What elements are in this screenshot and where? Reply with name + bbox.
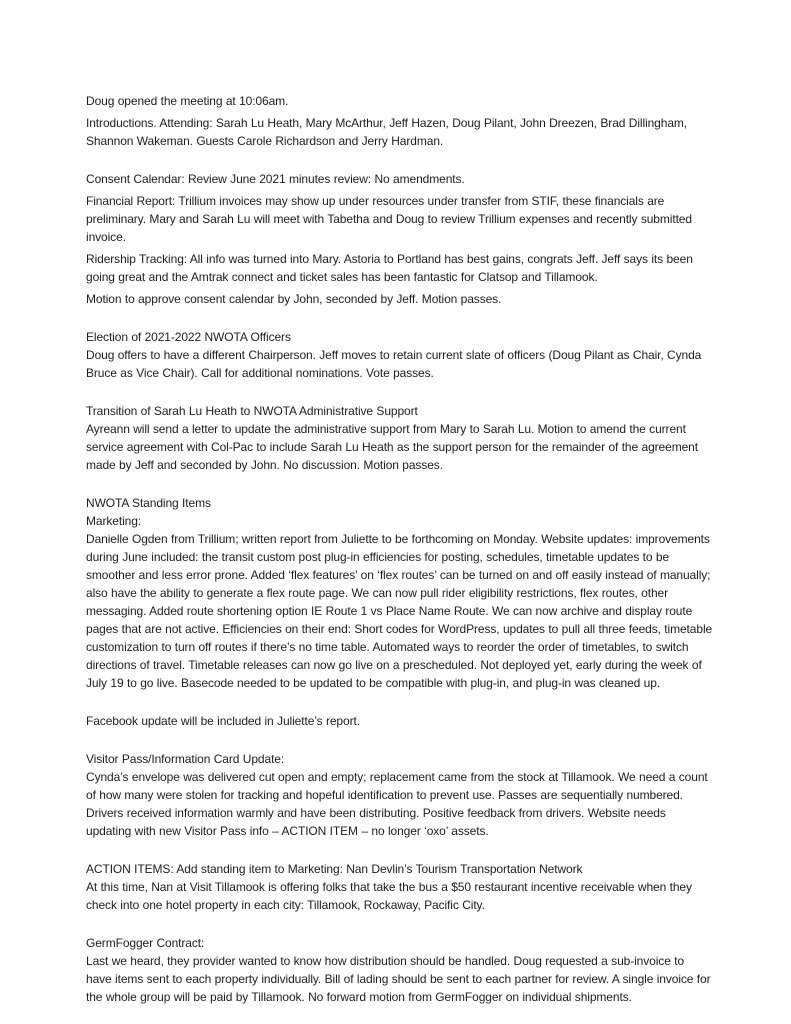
paragraph-introductions: Introductions. Attending: Sarah Lu Heath, Mary McArthur, Jeff Hazen, Doug Pilant, John Dreezen, Brad Dillingham, Shannon Wakeman. Guests Carole Richardson and Jerry Hardman. xyxy=(86,116,688,148)
heading-standing-items: NWOTA Standing Items xyxy=(86,496,211,510)
paragraph-consent-calendar: Consent Calendar: Review June 2021 minutes review: No amendments. xyxy=(86,172,465,186)
paragraph-consent-motion: Motion to approve consent calendar by John, seconded by Jeff. Motion passes. xyxy=(86,292,502,306)
paragraph-germfogger-details: Last we heard, they provider wanted to know how distribution should be handled. Doug requested a sub-invoice to have items sent to each property individually. Bill of lading should be sent to each partner for review. A single invoice for the whole group will be paid by Tillamook. No forward motion from GermFogger on individual shipments. xyxy=(86,954,711,1004)
paragraph-election-details: Doug offers to have a different Chairperson. Jeff moves to retain current slate of officers (Doug Pilant as Chair, Cynda Bruce as Vice Chair). Call for additional nominations. Vote passes. xyxy=(86,348,702,380)
paragraph-visitor-pass-details: Cynda’s envelope was delivered cut open and empty; replacement came from the stock at Tillamook. We need a count of how many were stolen for tracking and hopeful identification to prevent use. Passes are sequentially numbered. Drivers received information warmly and have been distributing. Positive feedback from drivers. Website needs updating with new Visitor Pass info – ACTION ITEM – no longer ‘oxo’ assets. xyxy=(86,770,708,838)
paragraph-meeting-open: Doug opened the meeting at 10:06am. xyxy=(86,94,289,108)
paragraph-action-items-details: At this time, Nan at Visit Tillamook is offering folks that take the bus a $50 restaurant incentive receivable when they check into one hotel property in each city: Tillamook, Rockaway, Pacific City. xyxy=(86,880,692,912)
heading-election-officers: Election of 2021-2022 NWOTA Officers xyxy=(86,330,291,344)
heading-marketing: Marketing: xyxy=(86,514,142,528)
paragraph-transition-details: Ayreann will send a letter to update the administrative support from Mary to Sarah Lu. Motion to amend the current service agreement with Col-Pac to include Sarah Lu Heath as the support person for the remainder of the agreement made by Jeff and seconded by John. No discussion. Motion passes. xyxy=(86,422,698,472)
paragraph-ridership-tracking: Ridership Tracking: All info was turned into Mary. Astoria to Portland has best gains, congrats Jeff. Jeff says its been going great and the Amtrak connect and ticket sales has been fantastic for Clatsop and Tillamook. xyxy=(86,252,693,284)
paragraph-facebook-update: Facebook update will be included in Juliette’s report. xyxy=(86,714,360,728)
heading-transition-support: Transition of Sarah Lu Heath to NWOTA Administrative Support xyxy=(86,404,418,418)
heading-germfogger: GermFogger Contract: xyxy=(86,936,205,950)
paragraph-financial-report: Financial Report: Trillium invoices may show up under resources under transfer from STIF, these financials are preliminary. Mary and Sarah Lu will meet with Tabetha and Doug to review Trillium expenses and recently submitted invoice. xyxy=(86,194,692,244)
paragraph-marketing-report: Danielle Ogden from Trillium; written report from Juliette to be forthcoming on Monday. Website updates: improvements during June included: the transit custom post plug-in efficiencies for posting, schedules, timetable updates to be smoother and less error prone. Added ‘flex features’ on ‘flex routes’ can be turned on and off easily instead of manually; also have the ability to generate a flex route page. We can now pull rider eligibility restrictions, flex routes, other messaging. Added route shortening option IE Route 1 vs Place Name Route. We can now archive and display route pages that are not active. Efficiencies on their end: Short codes for WordPress, updates to pull all three feeds, timetable customization to turn off routes if there’s no time table. Automated ways to reorder the order of timetables, to switch directions of travel. Timetable releases can now go live on a prescheduled. Not deployed yet, early during the week of July 19 to go live. Basecode needed to be updated to be compatible with plug-in, and plug-in was cleaned up. xyxy=(86,532,713,690)
heading-action-items: ACTION ITEMS: Add standing item to Marketing: Nan Devlin’s Tourism Transportation Network xyxy=(86,862,583,876)
heading-visitor-pass: Visitor Pass/Information Card Update: xyxy=(86,752,285,766)
